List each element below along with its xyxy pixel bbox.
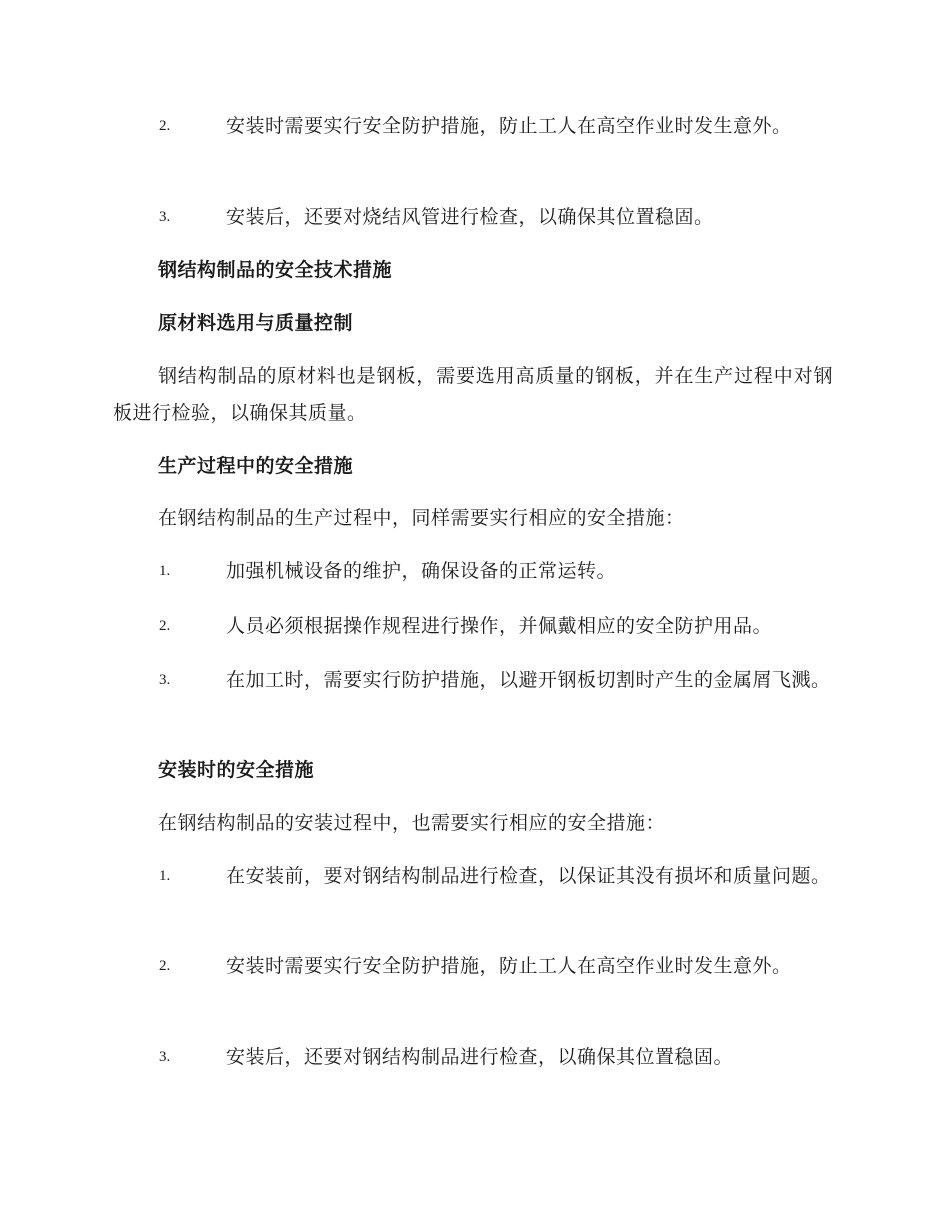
list-number: 1.	[159, 868, 171, 884]
list-number: 3.	[159, 209, 171, 225]
list-number: 3.	[159, 1049, 171, 1065]
list-item	[113, 1039, 833, 1076]
list-text: 在安装前，要对钢结构制品进行检查，以保证其没有损坏和质量问题。	[226, 865, 831, 887]
list-text: 安装时需要实行安全防护措施，防止工人在高空作业时发生意外。	[226, 955, 792, 977]
list-item	[113, 948, 833, 985]
subsection-heading: 原材料选用与质量控制	[158, 312, 354, 334]
list-text: 安装时需要实行安全防护措施，防止工人在高空作业时发生意外。	[226, 115, 792, 137]
list-number: 1.	[159, 563, 171, 579]
section-heading: 钢结构制品的安全技术措施	[158, 259, 393, 281]
list-text: 在加工时，需要实行防护措施，以避开钢板切割时产生的金属屑飞溅。	[226, 669, 831, 691]
paragraph: 钢结构制品的原材料也是钢板，需要选用高质量的钢板，并在生产过程中对钢板进行检验，以确保其质量。	[113, 365, 833, 424]
list-item	[113, 662, 833, 699]
list-text: 安装后，还要对烧结风管进行检查，以确保其位置稳固。	[226, 206, 714, 228]
list-item	[113, 108, 833, 145]
subsection-heading: 安装时的安全措施	[158, 759, 315, 781]
list-item	[113, 553, 833, 590]
paragraph: 在钢结构制品的安装过程中，也需要实行相应的安全措施：	[158, 812, 666, 834]
list-number: 2.	[159, 958, 171, 974]
paragraph: 在钢结构制品的生产过程中，同样需要实行相应的安全措施：	[158, 507, 685, 529]
list-text: 安装后，还要对钢结构制品进行检查，以确保其位置稳固。	[226, 1046, 734, 1068]
list-number: 3.	[159, 672, 171, 688]
list-text: 加强机械设备的维护，确保设备的正常运转。	[226, 560, 617, 582]
list-number: 2.	[159, 118, 171, 134]
list-item	[113, 608, 833, 645]
list-number: 2.	[159, 618, 171, 634]
list-item	[113, 858, 833, 895]
list-text: 人员必须根据操作规程进行操作，并佩戴相应的安全防护用品。	[226, 615, 773, 637]
list-item	[113, 199, 833, 236]
subsection-heading: 生产过程中的安全措施	[158, 455, 354, 477]
